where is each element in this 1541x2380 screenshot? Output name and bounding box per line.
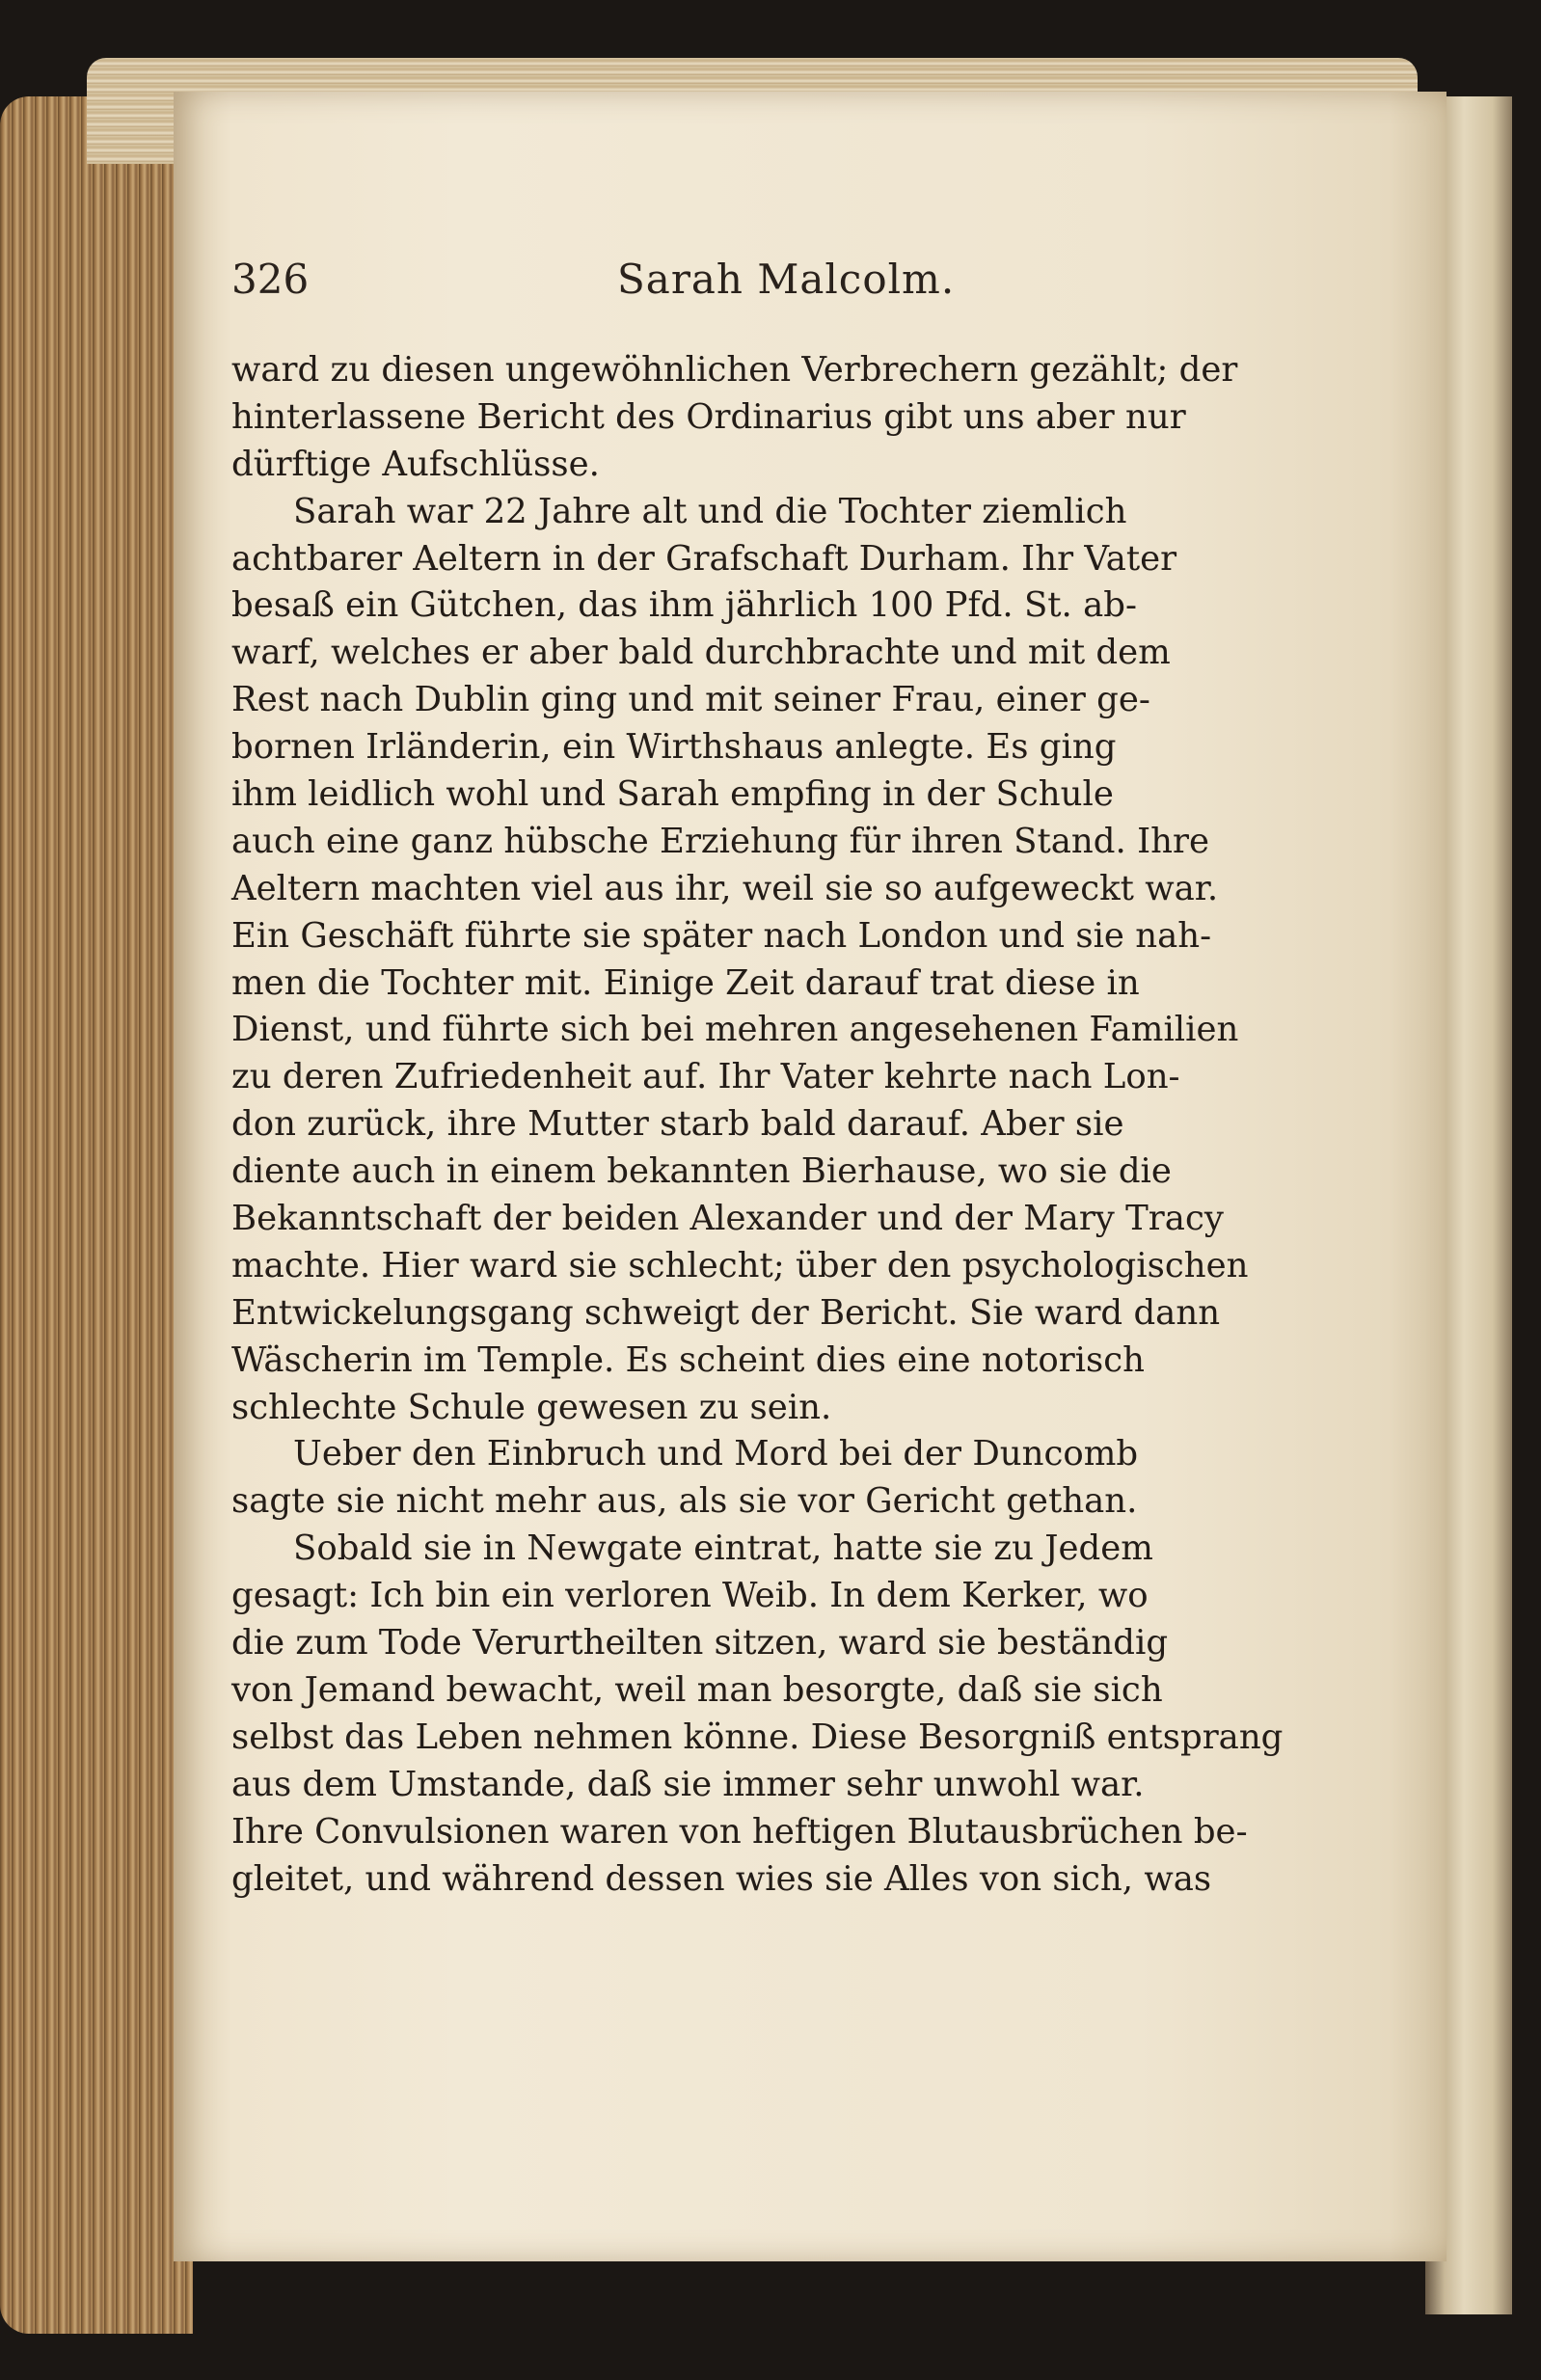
page-edges-left [0, 96, 193, 2334]
text-line: gleitet, und während dessen wies sie Alles von sich, was [231, 1858, 1212, 1899]
text-line: Aeltern machten viel aus ihr, weil sie so aufgeweckt war. [231, 868, 1219, 908]
text-line: Ein Geschäft führte sie später nach London und sie nah- [231, 915, 1212, 956]
text-line: men die Tochter mit. Einige Zeit darauf trat diese in [231, 962, 1140, 1003]
text-line: gesagt: Ich bin ein verloren Weib. In dem Kerker, wo [231, 1576, 1149, 1616]
text-line: auch eine ganz hübsche Erziehung für ihren Stand. Ihre [231, 821, 1209, 861]
text-line: don zurück, ihre Mutter starb bald darauf. Aber sie [231, 1104, 1124, 1145]
text-line: Dienst, und führte sich bei mehren angesehenen Familien [231, 1010, 1239, 1050]
text-line: achtbarer Aeltern in der Grafschaft Durham. Ihr Vater [231, 538, 1177, 579]
body-text [231, 347, 1284, 1903]
text-line: Bekanntschaft der beiden Alexander und der Mary Tracy [231, 1199, 1224, 1239]
text-line: ihm leidlich wohl und Sarah empfing in der Schule [231, 774, 1114, 815]
page-number: 326 [231, 256, 310, 303]
text-line: besaß ein Gütchen, das ihm jährlich 100 Pfd. St. ab- [231, 585, 1137, 626]
text-line: selbst das Leben nehmen könne. Diese Besorgniß entsprang [231, 1717, 1284, 1757]
text-line: zu deren Zufriedenheit auf. Ihr Vater kehrte nach Lon- [231, 1057, 1180, 1097]
text-line: aus dem Umstande, daß sie immer sehr unwohl war. [231, 1764, 1145, 1804]
text-line: sagte sie nicht mehr aus, als sie vor Gericht gethan. [231, 1481, 1138, 1522]
text-line: bornen Irländerin, ein Wirthshaus anlegte. Es ging [231, 727, 1117, 768]
text-line: dürftige Aufschlüsse. [231, 444, 600, 484]
text-line: Sarah war 22 Jahre alt und die Tochter ziemlich [293, 491, 1127, 531]
text-line: Sobald sie in Newgate eintrat, hatte sie zu Jedem [293, 1528, 1153, 1569]
text-line: ward zu diesen ungewöhnlichen Verbrechern gezählt; der [231, 350, 1238, 390]
page-header [231, 256, 1051, 304]
text-line: Ueber den Einbruch und Mord bei der Duncomb [293, 1434, 1139, 1474]
text-line: diente auch in einem bekannten Bierhause, wo sie die [231, 1151, 1172, 1192]
text-line: warf, welches er aber bald durchbrachte und mit dem [231, 633, 1171, 673]
running-title: Sarah Malcolm. [617, 256, 956, 303]
text-line: von Jemand bewacht, weil man besorgte, daß sie sich [231, 1669, 1163, 1710]
text-line: Rest nach Dublin ging und mit seiner Frau, einer ge- [231, 680, 1150, 720]
text-line: hinterlassene Bericht des Ordinarius gibt uns aber nur [231, 396, 1186, 437]
text-line: Wäscherin im Temple. Es scheint dies eine notorisch [231, 1339, 1145, 1380]
text-line: Ihre Convulsionen waren von heftigen Blutausbrüchen be- [231, 1811, 1248, 1852]
text-line: schlechte Schule gewesen zu sein. [231, 1387, 832, 1427]
text-line: Entwickelungsgang schweigt der Bericht. Sie ward dann [231, 1292, 1221, 1333]
text-line: die zum Tode Verurtheilten sitzen, ward sie beständig [231, 1623, 1169, 1663]
text-line: machte. Hier ward sie schlecht; über den psychologischen [231, 1245, 1249, 1285]
